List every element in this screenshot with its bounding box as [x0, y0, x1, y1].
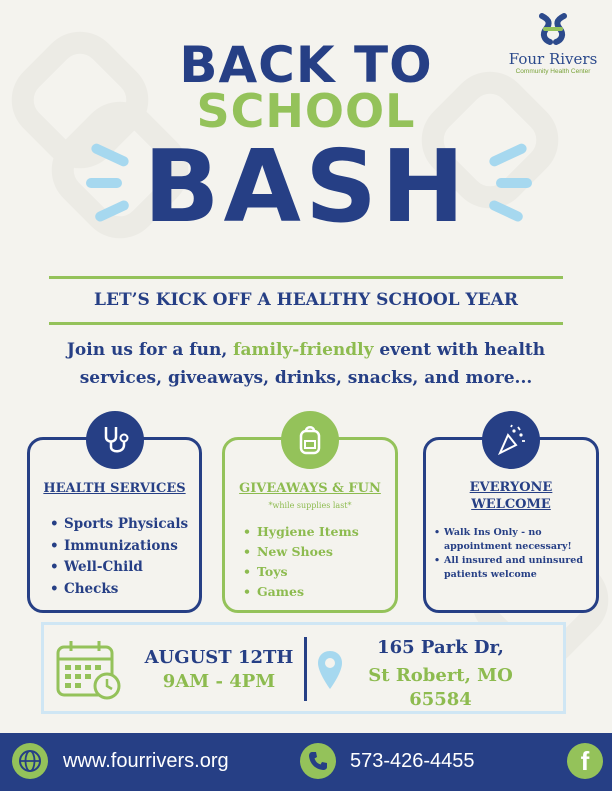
brand-name: Four Rivers	[508, 50, 598, 68]
list-item: • Sports Physicals	[50, 514, 188, 536]
calendar-clock-icon	[56, 639, 122, 701]
intro-part-2: event with health services, giveaways, drinks, snacks, and more...	[79, 340, 546, 388]
divider-top	[49, 276, 563, 279]
list-item: • New Shoes	[243, 542, 359, 562]
intro-part-1: Join us for a fun,	[66, 340, 234, 360]
intro-text	[40, 336, 572, 392]
list-item: • Games	[243, 582, 359, 602]
stethoscope-icon	[98, 423, 132, 457]
website-link[interactable]: www.fourrivers.org	[63, 750, 229, 772]
intro-highlight: family-friendly	[233, 340, 374, 360]
list-item: • Walk Ins Only - no	[434, 526, 583, 540]
health-services-card	[27, 437, 202, 613]
headline-line-1: BACK TO	[179, 36, 433, 94]
welcome-title	[426, 479, 596, 513]
facebook-glyph: f	[580, 745, 590, 776]
headline-line-3: BASH	[143, 128, 469, 245]
address-line-3: 65584	[409, 689, 472, 710]
list-item: • All insured and uninsured	[434, 554, 583, 568]
list-item	[50, 579, 188, 601]
globe-icon	[12, 743, 48, 779]
list-item-continuation: Checks	[64, 580, 119, 597]
list-item: • Toys	[243, 562, 359, 582]
welcome-badge	[482, 411, 540, 469]
divider-bottom	[49, 322, 563, 325]
event-date: AUGUST 12TH	[144, 647, 294, 668]
address-line-2: St Robert, MO	[368, 665, 513, 686]
list-item-text: appointment necessary!	[444, 541, 572, 552]
welcome-list	[434, 526, 583, 582]
footer-bar	[0, 733, 612, 791]
health-services-title: HEALTH SERVICES	[43, 481, 186, 496]
event-info-box	[41, 622, 566, 714]
everyone-welcome-card	[423, 437, 599, 613]
list-item-text: patients welcome	[444, 569, 537, 580]
tagline: LET’S KICK OFF A HEALTHY SCHOOL YEAR	[94, 290, 518, 310]
giveaways-card	[222, 437, 398, 613]
welcome-title-line-1: EVERYONE	[469, 480, 553, 495]
phone-number[interactable]: 573-426-4455	[350, 750, 475, 772]
welcome-title-line-2: WELCOME	[471, 497, 551, 512]
health-services-list	[50, 514, 188, 600]
list-item-continuation	[434, 568, 583, 582]
giveaways-title: GIVEAWAYS & FUN	[239, 481, 381, 496]
giveaways-note: *while supplies last*	[268, 501, 352, 510]
address-line-1: 165 Park Dr,	[377, 637, 504, 658]
backpack-icon	[293, 423, 327, 457]
phone-icon	[300, 743, 336, 779]
giveaways-list	[243, 522, 359, 602]
location-pin-icon	[316, 649, 344, 691]
health-badge	[86, 411, 144, 469]
party-popper-icon	[494, 423, 528, 457]
facebook-icon[interactable]	[567, 743, 603, 779]
event-time: 9AM - 4PM	[162, 671, 276, 692]
giveaways-badge	[281, 411, 339, 469]
brand-subtitle: Community Health Center	[515, 68, 591, 75]
info-divider	[304, 637, 307, 701]
list-item: • Immunizations	[50, 536, 188, 558]
headline-line-2: SCHOOL	[196, 84, 416, 138]
list-item: • Well-Child	[50, 557, 188, 579]
list-item-continuation	[434, 540, 583, 554]
list-item: • Hygiene Items	[243, 522, 359, 542]
